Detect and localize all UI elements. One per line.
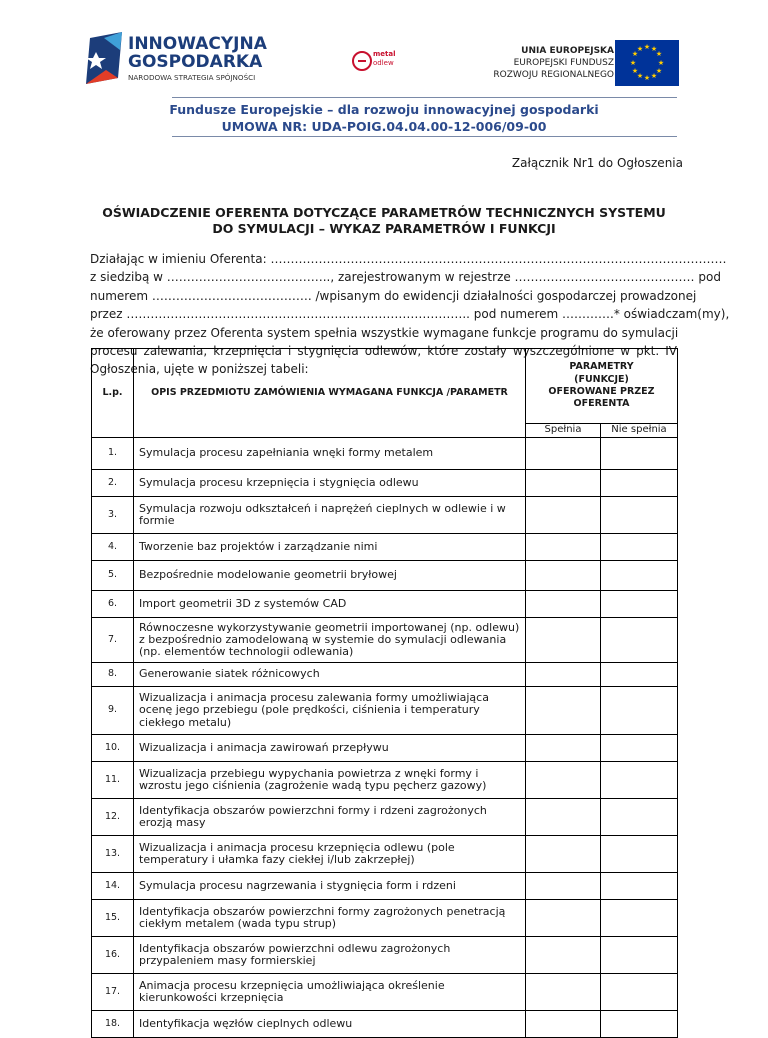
not-meets-cell[interactable] xyxy=(601,470,678,497)
meets-cell[interactable] xyxy=(526,591,601,618)
row-description: Wizualizacja i animacja procesu krzepnięcia odlewu (pole temperatury i ułamka fazy ciekłej i/lub zakrzepłej) xyxy=(134,836,526,873)
row-number: 17. xyxy=(92,974,134,1011)
meets-cell[interactable] xyxy=(526,735,601,762)
row-number: 18. xyxy=(92,1011,134,1038)
table-row xyxy=(92,937,678,974)
meets-cell[interactable] xyxy=(526,663,601,687)
metal-logo-text1: metal xyxy=(373,50,396,58)
table-row xyxy=(92,534,678,561)
row-number: 2. xyxy=(92,470,134,497)
row-description: Import geometrii 3D z systemów CAD xyxy=(134,591,526,618)
meets-cell[interactable] xyxy=(526,799,601,836)
not-meets-cell[interactable] xyxy=(601,799,678,836)
table-row xyxy=(92,836,678,873)
not-meets-cell[interactable] xyxy=(601,735,678,762)
row-description: Generowanie siatek różnicowych xyxy=(134,663,526,687)
row-description: Symulacja procesu zapełniania wnęki formy metalem xyxy=(134,438,526,470)
meets-cell[interactable] xyxy=(526,873,601,900)
not-meets-cell[interactable] xyxy=(601,937,678,974)
header-not-meets: Nie spełnia xyxy=(601,424,678,438)
row-description: Identyfikacja obszarów powierzchni formy zagrożonych penetracją ciekłym metalem (wada typu strup) xyxy=(134,900,526,937)
not-meets-cell[interactable] xyxy=(601,1011,678,1038)
svg-text:★: ★ xyxy=(650,72,658,80)
document-title-line1: OŚWIADCZENIE OFERENTA DOTYCZĄCE PARAMETRÓW TECHNICZNYCH SYSTEMU xyxy=(102,205,666,220)
not-meets-cell[interactable] xyxy=(601,534,678,561)
svg-text:★: ★ xyxy=(657,59,665,67)
row-number: 1. xyxy=(92,438,134,470)
table-row xyxy=(92,618,678,663)
row-number: 12. xyxy=(92,799,134,836)
table-row xyxy=(92,974,678,1011)
eu-text-line3: ROZWOJU REGIONALNEGO xyxy=(493,70,614,80)
row-description: Symulacja rozwoju odkształceń i naprężeń cieplnych w odlewie i w formie xyxy=(134,497,526,534)
not-meets-cell[interactable] xyxy=(601,618,678,663)
table-row xyxy=(92,591,678,618)
meets-cell[interactable] xyxy=(526,900,601,937)
row-description: Identyfikacja obszarów powierzchni odlewu zagrożonych przypaleniem masy formierskiej xyxy=(134,937,526,974)
row-description: Identyfikacja węzłów cieplnych odlewu xyxy=(134,1011,526,1038)
not-meets-cell[interactable] xyxy=(601,561,678,591)
row-number: 5. xyxy=(92,561,134,591)
row-description: Identyfikacja obszarów powierzchni formy i rdzeni zagrożonych erozją masy xyxy=(134,799,526,836)
svg-text:★: ★ xyxy=(636,72,644,80)
not-meets-cell[interactable] xyxy=(601,687,678,735)
table-row xyxy=(92,687,678,735)
not-meets-cell[interactable] xyxy=(601,900,678,937)
paragraph-line: Ogłoszenia, ujęte w poniższej tabeli: xyxy=(90,362,309,377)
table-row xyxy=(92,873,678,900)
svg-text:★: ★ xyxy=(631,50,639,58)
svg-text:★: ★ xyxy=(655,67,663,75)
table-row xyxy=(92,735,678,762)
svg-text:★: ★ xyxy=(643,74,651,82)
row-number: 13. xyxy=(92,836,134,873)
row-number: 9. xyxy=(92,687,134,735)
paragraph-line: numerem …………………………………. /wpisanym do ewidencji działalności gospodarczej prowadzonej xyxy=(90,288,697,303)
row-number: 8. xyxy=(92,663,134,687)
row-number: 11. xyxy=(92,762,134,799)
table-row xyxy=(92,1011,678,1038)
metal-ring-icon xyxy=(352,51,372,71)
row-description: Wizualizacja przebiegu wypychania powietrza z wnęki formy i wzrostu jego ciśnienia (zagrożenie wadą typu pęcherz gazowy) xyxy=(134,762,526,799)
ig-title-line2: GOSPODARKA xyxy=(128,52,263,72)
meets-cell[interactable] xyxy=(526,438,601,470)
row-number: 4. xyxy=(92,534,134,561)
header-lp: L.p. xyxy=(92,349,134,438)
functions-table xyxy=(91,348,678,1038)
svg-text:★: ★ xyxy=(655,50,663,58)
not-meets-cell[interactable] xyxy=(601,974,678,1011)
not-meets-cell[interactable] xyxy=(601,663,678,687)
table-row xyxy=(92,762,678,799)
header-rule-top xyxy=(172,97,677,98)
table-row xyxy=(92,438,678,470)
row-number: 6. xyxy=(92,591,134,618)
contract-line: UMOWA NR: UDA-POIG.04.04.00-12-006/09-00 xyxy=(221,119,547,134)
row-number: 14. xyxy=(92,873,134,900)
document-title-line2: DO SYMULACJI – WYKAZ PARAMETRÓW I FUNKCJI xyxy=(212,221,556,236)
row-number: 15. xyxy=(92,900,134,937)
funds-line: Fundusze Europejskie – dla rozwoju innowacyjnej gospodarki xyxy=(169,102,599,117)
paragraph-line: Działając w imieniu Oferenta: …………………………………………………………………………………………………… xyxy=(90,252,727,266)
metal-logo-text2: odlew xyxy=(373,59,394,67)
eu-text-line2: EUROPEJSKI FUNDUSZ xyxy=(513,58,614,68)
ig-subtitle: NARODOWA STRATEGIA SPÓJNOŚCI xyxy=(128,73,256,82)
row-number: 16. xyxy=(92,937,134,974)
row-description: Tworzenie baz projektów i zarządzanie nimi xyxy=(134,534,526,561)
meets-cell[interactable] xyxy=(526,937,601,974)
not-meets-cell[interactable] xyxy=(601,873,678,900)
not-meets-cell[interactable] xyxy=(601,438,678,470)
meets-cell[interactable] xyxy=(526,1011,601,1038)
row-description: Równoczesne wykorzystywanie geometrii importowanej (np. odlewu) z bezpośrednio zamodelowaną w systemie do symulacji odlewania (np. elementów technologii odlewania) xyxy=(134,618,526,663)
svg-text:★: ★ xyxy=(629,59,637,67)
meets-cell[interactable] xyxy=(526,618,601,663)
paragraph-line: z siedzibą w ………………………………….., zarejestrowanym w rejestrze ……………………………………… pod xyxy=(90,270,721,285)
row-number: 7. xyxy=(92,618,134,663)
meets-cell[interactable] xyxy=(526,534,601,561)
header-description: OPIS PRZEDMIOTU ZAMÓWIENIA WYMAGANA FUNKCJA /PARAMETR xyxy=(134,349,526,438)
not-meets-cell[interactable] xyxy=(601,591,678,618)
table-row xyxy=(92,470,678,497)
table-row xyxy=(92,561,678,591)
table-row xyxy=(92,497,678,534)
meets-cell[interactable] xyxy=(526,836,601,873)
paragraph-line: przez ………………………………………………………………………….. pod numerem ………….* oświadczam(my), xyxy=(90,307,730,322)
not-meets-cell[interactable] xyxy=(601,497,678,534)
row-description: Symulacja procesu krzepnięcia i stygnięcia odlewu xyxy=(134,470,526,497)
meets-cell[interactable] xyxy=(526,974,601,1011)
svg-text:★: ★ xyxy=(631,67,639,75)
metal-odlew-logo xyxy=(350,46,410,78)
header-meets: Spełnia xyxy=(526,424,601,438)
row-description: Wizualizacja i animacja procesu zalewania formy umożliwiająca ocenę jego przebiegu (pole prędkości, ciśnienia i temperatury ciekłego metalu) xyxy=(134,687,526,735)
row-description: Bezpośrednie modelowanie geometrii bryłowej xyxy=(134,561,526,591)
svg-text:★: ★ xyxy=(643,43,651,51)
eu-text-line1: UNIA EUROPEJSKA xyxy=(521,46,614,56)
table-row xyxy=(92,663,678,687)
meets-cell[interactable] xyxy=(526,561,601,591)
meets-cell[interactable] xyxy=(526,497,601,534)
annex-label: Załącznik Nr1 do Ogłoszenia xyxy=(511,156,683,170)
ig-emblem-icon xyxy=(82,30,126,90)
paragraph-line: procesu zalewania, krzepnięcia i stygnięcia odlewów, które zostały wyszczególnione w pkt. IV xyxy=(90,343,677,358)
meets-cell[interactable] xyxy=(526,687,601,735)
innowacyjna-gospodarka-logo xyxy=(82,30,292,90)
header-rule-bottom xyxy=(172,136,677,137)
table-row xyxy=(92,799,678,836)
header-parameters: PARAMETRY (FUNKCJE) OFEROWANE PRZEZ OFERENTA xyxy=(526,349,678,424)
row-description: Animacja procesu krzepnięcia umożliwiająca określenie kierunkowości krzepnięcia xyxy=(134,974,526,1011)
eu-flag-icon xyxy=(615,40,679,86)
paragraph-line: że oferowany przez Oferenta system spełnia wszystkie wymagane funkcje programu do symulacji xyxy=(90,325,679,340)
meets-cell[interactable] xyxy=(526,762,601,799)
row-description: Symulacja procesu nagrzewania i stygnięcia form i rdzeni xyxy=(134,873,526,900)
svg-text:★: ★ xyxy=(636,45,644,53)
row-number: 10. xyxy=(92,735,134,762)
row-number: 3. xyxy=(92,497,134,534)
not-meets-cell[interactable] xyxy=(601,836,678,873)
ig-title-line1: INNOWACYJNA xyxy=(128,34,267,54)
meets-cell[interactable] xyxy=(526,470,601,497)
table-row xyxy=(92,900,678,937)
row-description: Wizualizacja i animacja zawirowań przepływu xyxy=(134,735,526,762)
not-meets-cell[interactable] xyxy=(601,762,678,799)
svg-text:★: ★ xyxy=(650,45,658,53)
